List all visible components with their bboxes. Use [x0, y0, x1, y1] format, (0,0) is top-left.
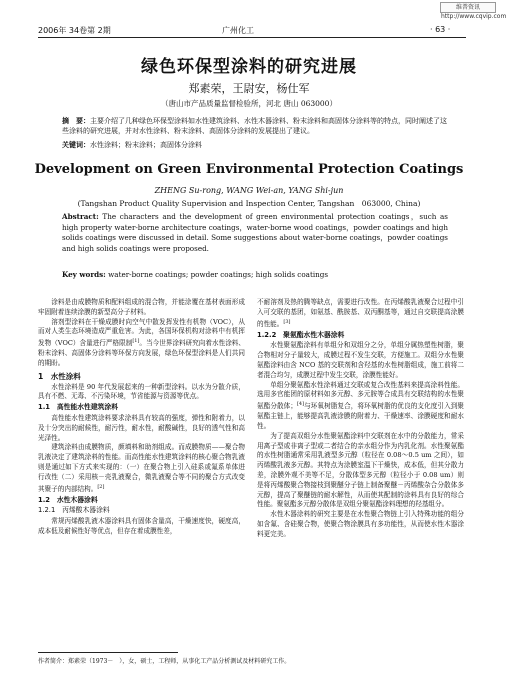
keywords-en-label: Key words:: [62, 270, 106, 279]
header-rule: [38, 37, 466, 38]
subsection-heading: 1.2 水性木器涂料: [38, 495, 98, 504]
paragraph: 常规丙烯酸乳液木器涂料具有固体含量高，干燥速度快，硬度高，成本低及耐候性好等优点，但存在着成膜性差，: [38, 517, 245, 535]
keywords-cn-label: 关键词：: [62, 140, 90, 149]
abstract-cn: [62, 116, 448, 136]
header-journal-name: 广州化工: [222, 26, 254, 35]
paragraph: 涂料是由成膜物质和配料组成的混合物，并能涂覆在基材表面形成牢固附着连续涂膜的新型高分子材料。: [38, 298, 245, 316]
paragraph: 高性能水性建筑涂料要求涂料具有较高的强度，弹性和附着力，以及十分突出的耐候性，耐污性，耐水性，耐酸碱性，良好的透气性和高光泽性。: [38, 413, 245, 442]
authors: 郑素荣，王尉安，杨仕军: [188, 82, 310, 95]
abstract-en-label: Abstract:: [62, 212, 99, 221]
paragraph: 建筑涂料由成膜物质，颜填料和助剂组成。而成膜物质——聚合物乳液决定了建筑涂料的性能。而高性能水性建筑涂料的核心聚合物乳液则是通过如下方式来实现的：（一）在聚合物上引入硅系或氟系单体进行改性（二）采用核－壳乳液聚合，微乳液聚合等不同的聚合方式改变其聚子的内部结构。[2]: [38, 443, 245, 493]
english-authors: ZHENG Su-rong, WANG Wei-an, YANG Shi-jun: [154, 186, 344, 195]
keywords-cn-text: 水性涂料；粉末涂料；高固体分涂料: [90, 141, 202, 149]
abstract-cn-label: 摘 要：: [62, 116, 90, 125]
source-stamp: 维普资讯 http://www.cqvip.com: [441, 4, 506, 20]
abstract-cn-text: 主要介绍了几种绿色环保型涂料如水性建筑涂料、水性木器涂料、粉末涂料和高固体分涂料等的特点，同时阐述了这些涂料的研究进展，并对水性涂料、粉末涂料、高固体分涂料的发展提出了建议。: [62, 117, 447, 135]
subsubsection-heading: 1.2.1 丙烯酸木器涂料: [38, 506, 110, 515]
keywords-en-text: water-borne coatings; powder coatings; high solids coatings: [108, 270, 329, 279]
citation-ref: [2]: [97, 483, 105, 490]
paragraph: 溶剂型涂料在干燥成膜时向空气中散发挥发性有机物（VOC），从而对人类生态环境造成严重危害。为此，各国环保机构对涂料中有机挥发物（VOC）含量进行严格限制[1]。当今世界涂料研究向着水性涂料、粉末涂料、高固体分涂料等环保方向发展，绿色环保型涂料是人们共同的期盼。: [38, 317, 246, 367]
abstract-en: [62, 212, 448, 254]
header-page-number: · 63 ·: [430, 25, 451, 34]
right-column: [257, 298, 464, 540]
affiliation: （唐山市产品质量监督检验所，河北 唐山 063000）: [161, 99, 337, 108]
citation-ref: [4]: [296, 401, 305, 408]
footnote-rule: [38, 652, 178, 653]
subsection-heading: 1.1 高性能水性建筑涂料: [38, 403, 119, 412]
header-journal-issue: 2006年 34卷第 2期: [38, 26, 111, 35]
paragraph: 水性木器涂料的研究主要是在水性聚合物链上引入特殊功能的组分如含氟、含硅聚合物，使聚合物涂膜具有多功能性，从而使水性木器涂料更完美。: [257, 510, 464, 538]
author-footnote: 作者简介：郑素荣（1973－ ），女，硕士，工程师，从事化工产品分析测试及材料研究工作。: [38, 658, 291, 665]
abstract-en-text: The characters and the development of green environmental protection coatings，such as high property water-borne architecture coatings，water-borne wood coatings，powder coatings and high solids coatings were discussed in detail. Some suggestions about water-borne coatings，powder coatings and high solids coatings were proposed.: [62, 212, 448, 253]
english-title: Development on Green Environmental Protection Coatings: [34, 162, 464, 177]
section-heading: 1 水性涂料: [38, 371, 81, 381]
keywords-cn: [62, 140, 448, 150]
left-column: [38, 298, 245, 537]
paragraph: 为了提高双组分水性聚氨酯涂料中交联剂在水中的分散能力，常采用离子型或非离子型或二者结合的亲水组分作为内乳化剂。水性聚氨酯的水性树脂通常采用乳液型多元醇（粒径在 0.08～0.5 um 之间），如丙烯酸乳液多元醇。其特点为涂膜室温下干燥快，成本低，但其分散力差，涂膜外观不美等不足，分散体型多元醇（粒径小于 0.08 um）则是将丙烯酸聚合物接枝到聚醚分子链上制备聚醚－丙烯酸杂合分散体多元醇，提高了聚醚链的耐水解性，从而使其配制的涂料具有良好的综合性能。聚氨酯多元醇分散体是双组分聚氨酯涂料理想的羟基组分。: [257, 431, 464, 509]
paragraph: 水性聚氨酯涂料有单组分和双组分之分，单组分属热塑性树脂，聚合物相对分子量较大，成膜过程不发生交联，方便施工。双组分水性聚氨酯涂料由含 NCO 基的交联剂和含羟基的水性树脂组成，施工前将二者混合均匀，成膜过程中发生交联，涂膜性能好。: [257, 341, 464, 379]
english-affiliation: (Tangshan Product Quality Supervision and Inspection Center, Tangshan 063000, China): [77, 199, 421, 208]
citation-ref: [1]: [132, 338, 140, 345]
citation-ref: [3]: [283, 318, 291, 325]
keywords-en: [62, 270, 448, 279]
paragraph: 单组分聚氨酯水性涂料通过交联或复合改性基料来提高涂料性能。选用多官能团的原材料如多元醇、多元胺等合成具有交联结构的水性聚氨酯分散体；[4]与环氧树脂复合，将环氧树脂的优良的支化度引入到聚氨酯主链上，能够提高乳液涂膜的附着力、干燥速率、涂膜硬度和耐水性。: [257, 380, 465, 430]
paragraph: 水性涂料是 90 年代发展起来的一种新型涂料。以水为分散介质，具有不燃、无毒、不污染环境，节省能源与资源等优点。: [38, 382, 245, 401]
paragraph: 不耐溶剂及热的腾等缺点，需要进行改性。在丙烯酸乳液聚合过程中引入可交联的基团，如氨基、酰胺基、双丙酮基等，通过自交联提高涂膜的性能。[3]: [257, 298, 464, 328]
paper-title: 绿色环保型涂料的研究进展: [141, 57, 357, 77]
subsection-heading: 1.2.2 聚氨酯水性木器涂料: [257, 330, 345, 339]
